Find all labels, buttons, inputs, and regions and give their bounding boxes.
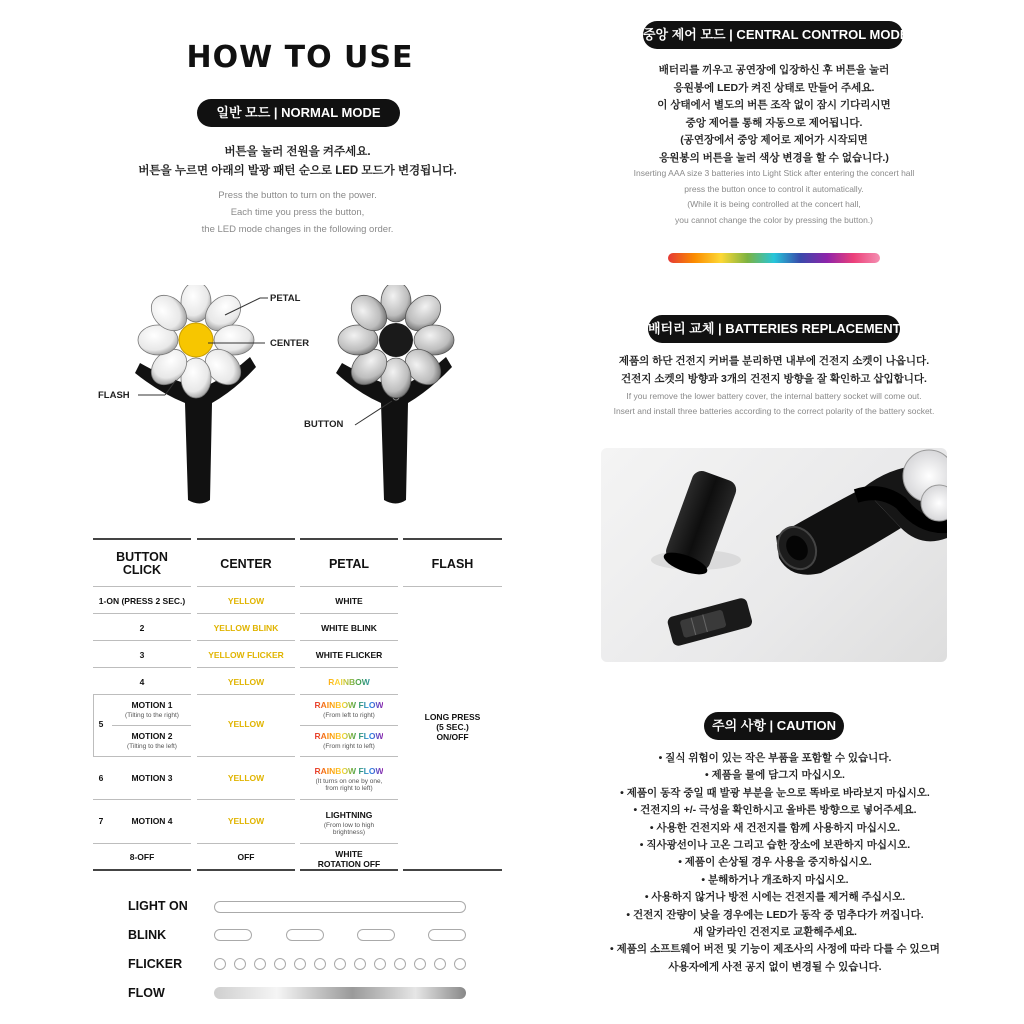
flicker-dot bbox=[414, 958, 426, 970]
caution-item: 새 알카라인 건전지로 교환해주세요. bbox=[693, 926, 857, 939]
row6-petal: RAINBOW FLOW (It turns on one by one, from right to left) bbox=[314, 766, 384, 792]
battery-kr-text: 제품의 하단 건전지 커버를 분리하면 내부에 건전지 소켓이 나옵니다. 건전지 소켓의 방향과 3개의 건전지 방향을 잘 확인하고 삽입합니다. bbox=[618, 355, 930, 385]
legend-light-on: LIGHT ON bbox=[128, 899, 188, 913]
caution-item: • 제품의 소프트웨어 버전 및 기능이 제조사의 사정에 따라 다를 수 있으며 bbox=[610, 943, 940, 956]
row5-motion2: MOTION 2 (Tilting to the left) bbox=[127, 731, 177, 750]
center-label: CENTER bbox=[270, 338, 310, 349]
row6-motion: MOTION 3 bbox=[131, 773, 173, 783]
normal-mode-en-text: Press the button to turn on the power. Each time you press the button, the LED mode changes in the following order. bbox=[201, 190, 394, 235]
flow-bar bbox=[214, 987, 466, 999]
caution-item: • 제품을 물에 담그지 마십시오. bbox=[705, 769, 845, 782]
caution-item: • 제품이 동작 중일 때 발광 부분을 눈으로 똑바로 바라보지 마십시오. bbox=[620, 786, 930, 799]
row5-center: YELLOW bbox=[227, 719, 265, 729]
caution-item: • 건전지의 +/- 극성을 확인하시고 올바른 방향으로 넣어주세요. bbox=[633, 804, 917, 817]
legend-flicker: FLICKER bbox=[128, 957, 183, 971]
row4-petal: RAINBOW bbox=[300, 677, 398, 687]
row1-center: YELLOW bbox=[227, 596, 265, 606]
caution-item: 사용자에게 사전 공지 없이 변경될 수 있습니다. bbox=[668, 960, 882, 973]
battery-en-text: If you remove the lower battery cover, the internal battery socket will come out. Insert and install three batteries according to the correct polarity of the battery socket. bbox=[613, 391, 935, 416]
row3-center: YELLOW FLICKER bbox=[208, 650, 284, 660]
color-spectrum-bar bbox=[668, 253, 880, 263]
caution-item: • 사용한 건전지와 새 건전지를 함께 사용하지 마십시오. bbox=[649, 821, 901, 834]
row8-click: 8-OFF bbox=[129, 852, 155, 862]
legend-flow: FLOW bbox=[128, 986, 165, 1000]
blink-bar bbox=[357, 929, 395, 941]
row5-motion1: MOTION 1 (Tilting to the right) bbox=[125, 700, 179, 719]
blink-bar bbox=[286, 929, 324, 941]
flicker-dot bbox=[314, 958, 326, 970]
row8-petal: WHITE ROTATION OFF bbox=[317, 849, 381, 869]
blink-bar bbox=[428, 929, 466, 941]
battery-photo-illustration bbox=[601, 448, 947, 662]
central-control-kr-text: 배터리를 끼우고 공연장에 입장하신 후 버튼을 눌러 응원봉에 LED가 켜진 상태로 만들어 주세요. 이 상태에서 별도의 버튼 조작 없이 잠시 기다리시면 중앙 제어를 통해 자동으로 제어됩니다. (공연장에서 중앙 제어로 제어가 시작되면 응원봉의 버튼을 눌러 색상 변경을 할 수 없습니다.) bbox=[657, 64, 891, 164]
row7-center: YELLOW bbox=[227, 816, 265, 826]
legend-blink: BLINK bbox=[128, 928, 167, 942]
row4-center: YELLOW bbox=[227, 677, 265, 687]
flicker-dot bbox=[234, 958, 246, 970]
header-petal: PETAL bbox=[328, 557, 370, 571]
normal-mode-kr-text: 버튼을 눌러 전원을 켜주세요. 버튼을 누르면 아래의 발광 패턴 순으로 LED 모드가 변경됩니다. bbox=[138, 146, 457, 177]
caution-pill: 주의 사항 | CAUTION bbox=[704, 712, 844, 740]
caution-item: • 사용하지 않거나 방전 시에는 건전지를 제거해 주십시오. bbox=[644, 891, 906, 904]
normal-mode-pill: 일반 모드 | NORMAL MODE bbox=[197, 99, 400, 127]
header-center: CENTER bbox=[220, 557, 272, 571]
row2-click: 2 bbox=[139, 623, 145, 633]
row7-petal: LIGHTNING (From low to high brightness) bbox=[323, 810, 375, 836]
lightstick-diagram bbox=[110, 285, 490, 515]
row1-petal: WHITE bbox=[335, 596, 363, 606]
caution-item: • 건전지 잔량이 낮을 경우에는 LED가 동작 중 멈추다가 꺼집니다. bbox=[626, 908, 924, 921]
row2-petal: WHITE BLINK bbox=[321, 623, 377, 633]
caution-item: • 질식 위험이 있는 작은 부품을 포함할 수 있습니다. bbox=[658, 752, 892, 764]
row1-click: 1-ON (PRESS 2 SEC.) bbox=[98, 596, 186, 606]
flicker-dot bbox=[214, 958, 226, 970]
row6-center: YELLOW bbox=[227, 773, 265, 783]
flash-note: LONG PRESS (5 SEC.) ON/OFF bbox=[424, 712, 481, 742]
flicker-dot bbox=[454, 958, 466, 970]
central-control-pill: 중앙 제어 모드 | CENTRAL CONTROL MODE bbox=[643, 21, 903, 49]
row8-center: OFF bbox=[237, 852, 255, 862]
flicker-dot bbox=[374, 958, 386, 970]
battery-replacement-pill: 배터리 교체 | BATTERIES REPLACEMENT bbox=[648, 315, 900, 343]
flicker-dot bbox=[394, 958, 406, 970]
flicker-dot bbox=[354, 958, 366, 970]
row3-click: 3 bbox=[139, 650, 145, 660]
row5-petal1: RAINBOW FLOW (From left to right) bbox=[314, 700, 384, 719]
caution-list bbox=[580, 750, 970, 976]
button-label: BUTTON bbox=[304, 419, 344, 430]
battery-replacement-photo bbox=[601, 448, 947, 662]
front-lightstick bbox=[135, 285, 256, 504]
row3-petal: WHITE FLICKER bbox=[315, 650, 383, 660]
row4-click: 4 bbox=[139, 677, 145, 687]
page-title: HOW TO USE bbox=[186, 40, 414, 75]
row6-click: 6 bbox=[98, 773, 104, 783]
header-button-click: BUTTON CLICK bbox=[116, 550, 168, 577]
row7-click: 7 bbox=[98, 816, 104, 826]
row5-petal2: RAINBOW FLOW (From right to left) bbox=[314, 731, 384, 750]
caution-item: • 분해하거나 개조하지 마십시오. bbox=[701, 873, 849, 886]
row5-click: 5 bbox=[98, 719, 104, 729]
flash-label: FLASH bbox=[98, 390, 130, 401]
light-on-bar bbox=[214, 901, 466, 913]
caution-item: • 제품이 손상될 경우 사용을 중지하십시오. bbox=[678, 856, 872, 869]
petal-label: PETAL bbox=[270, 293, 301, 304]
row7-motion: MOTION 4 bbox=[131, 816, 173, 826]
back-lightstick bbox=[336, 285, 454, 504]
flicker-dot bbox=[334, 958, 346, 970]
central-control-en-text: Inserting AAA size 3 batteries into Light Stick after entering the concert hall press the button once to control it automatically. (While it is being controlled at the concert hall, you cannot change the color by pressing the button.) bbox=[633, 168, 915, 225]
header-flash: FLASH bbox=[431, 557, 474, 571]
blink-bar bbox=[214, 929, 252, 941]
flicker-dot bbox=[294, 958, 306, 970]
flicker-dot bbox=[434, 958, 446, 970]
flicker-dot bbox=[274, 958, 286, 970]
caution-item: • 직사광선이나 고온 그리고 습한 장소에 보관하지 마십시오. bbox=[639, 839, 911, 852]
flicker-dot bbox=[254, 958, 266, 970]
row2-center: YELLOW BLINK bbox=[213, 623, 279, 633]
